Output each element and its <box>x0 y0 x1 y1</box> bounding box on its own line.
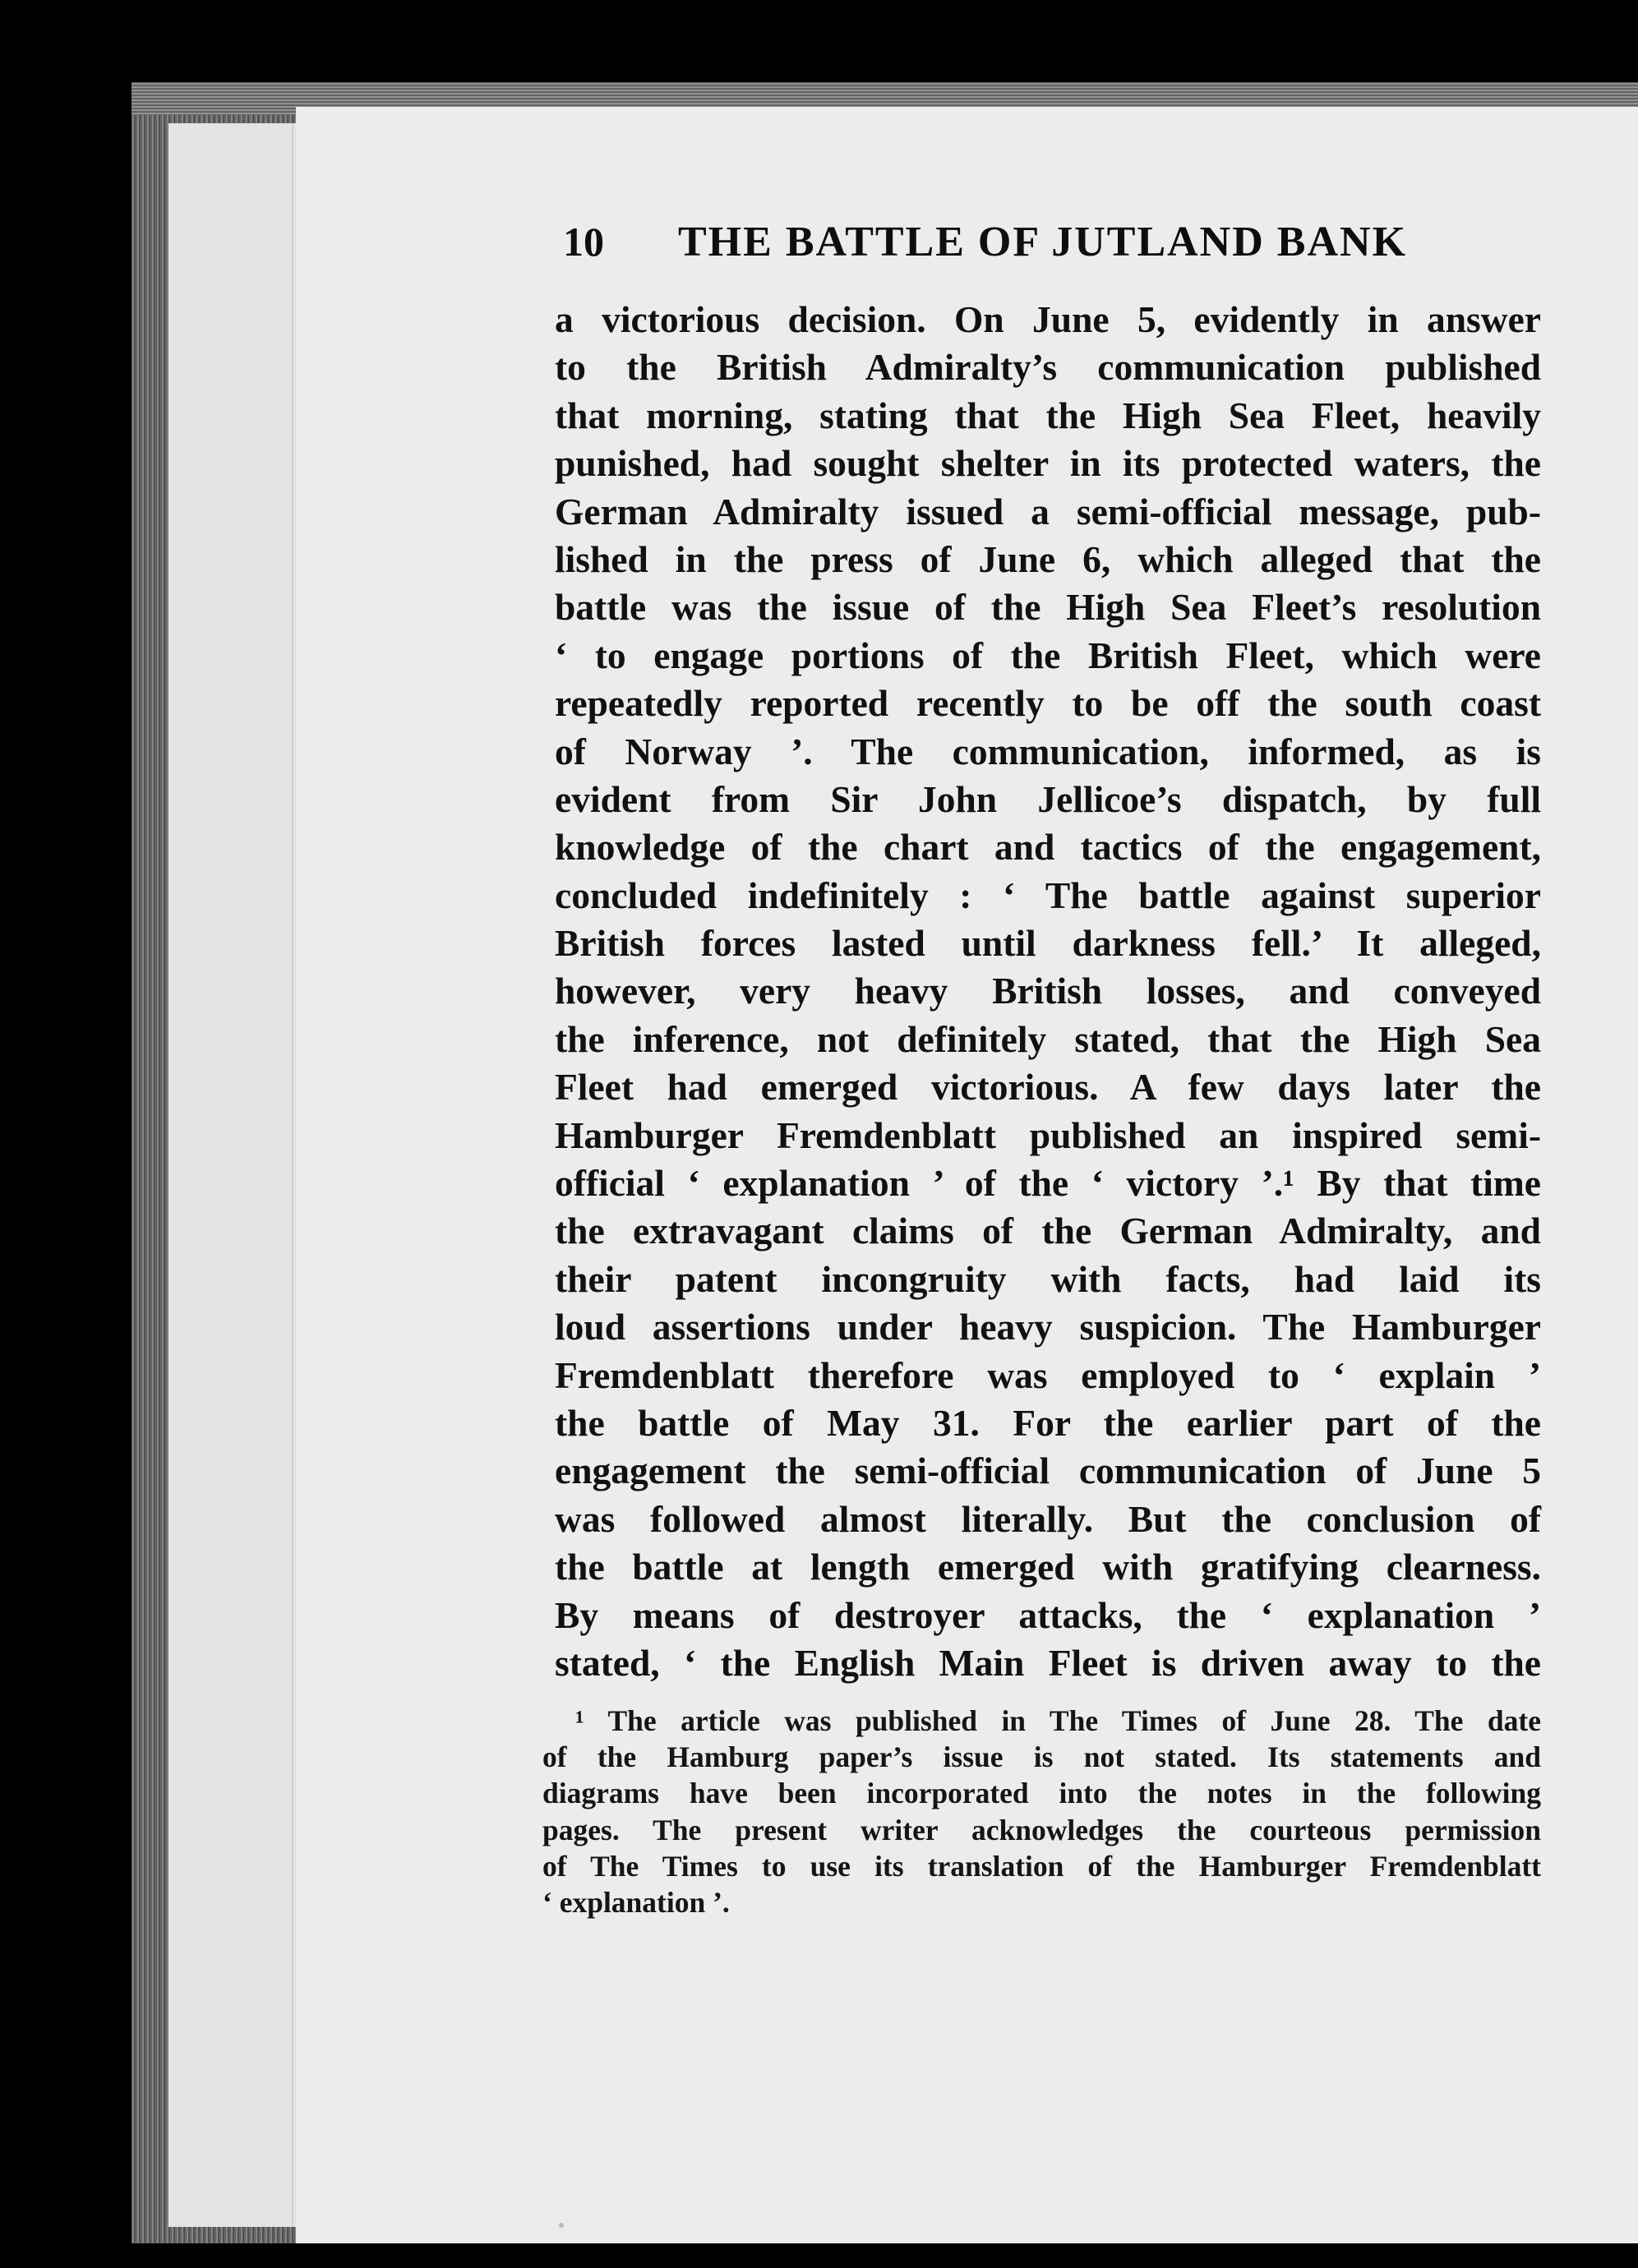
page-gutter <box>292 123 293 2227</box>
body-text <box>555 296 1541 1687</box>
footnote-line: of the Hamburg paper’s issue is not stated. Its statements and <box>542 1740 1541 1774</box>
body-line: ‘ to engage portions of the British Fleet, which were <box>555 634 1541 676</box>
page-number: 10 <box>563 219 604 265</box>
body-line: the inference, not definitely stated, that the High Sea <box>555 1017 1541 1060</box>
body-line: was followed almost literally. But the conclusion of <box>555 1497 1541 1540</box>
footnote-line: ¹ The article was published in The Times of June 28. The date <box>575 1704 1541 1737</box>
body-line: repeatedly reported recently to be off the south coast <box>555 682 1541 725</box>
body-line: lished in the press of June 6, which alleged that the <box>555 537 1541 580</box>
footnote-line: ‘ explanation ’. <box>542 1885 730 1919</box>
body-line: their patent incongruity with facts, had laid its <box>555 1257 1541 1300</box>
body-line: loud assertions under heavy suspicion. The Hamburger <box>555 1306 1541 1348</box>
body-line: to the British Admiralty’s communication published <box>555 346 1541 389</box>
body-line: Fleet had emerged victorious. A few days later the <box>555 1066 1541 1109</box>
body-line: that morning, stating that the High Sea Fleet, heavily <box>555 394 1541 436</box>
body-line: official ‘ explanation ’ of the ‘ victory ’.¹ By that time <box>555 1162 1541 1205</box>
footnote-line: pages. The present writer acknowledges the courteous permission <box>542 1813 1541 1846</box>
body-line: the battle at length emerged with gratifying clearness. <box>555 1546 1541 1588</box>
dust-speck <box>559 2223 564 2228</box>
page-header <box>563 218 1455 266</box>
body-line: Fremdenblatt therefore was employed to ‘ explain ’ <box>555 1353 1541 1396</box>
body-line: a victorious decision. On June 5, evidently in answer <box>555 298 1541 340</box>
body-line: stated, ‘ the English Main Fleet is driven away to the <box>555 1641 1541 1684</box>
body-line: the extravagant claims of the German Admiralty, and <box>555 1210 1541 1252</box>
body-line: By means of destroyer attacks, the ‘ explanation ’ <box>555 1593 1541 1636</box>
footnote-line: of The Times to use its translation of the Hamburger Fremdenblatt <box>542 1849 1541 1883</box>
flyleaf <box>168 123 309 2227</box>
body-line: engagement the semi-official communication of June 5 <box>555 1450 1541 1492</box>
running-title: THE BATTLE OF JUTLAND BANK <box>678 219 1408 265</box>
body-line: concluded indefinitely : ‘ The battle against superior <box>555 874 1541 916</box>
body-line: German Admiralty issued a semi-official message, pub- <box>555 490 1541 532</box>
footnote <box>542 1703 1541 1920</box>
body-line: battle was the issue of the High Sea Fleet’s resolution <box>555 586 1541 629</box>
footnote-line: diagrams have been incorporated into the notes in the following <box>542 1777 1541 1810</box>
body-line: of Norway ’. The communication, informed, as is <box>555 730 1541 772</box>
body-line: knowledge of the chart and tactics of the engagement, <box>555 826 1541 869</box>
body-line: punished, had sought shelter in its protected waters, the <box>555 442 1541 485</box>
body-line: Hamburger Fremdenblatt published an inspired semi- <box>555 1113 1541 1156</box>
body-line: however, very heavy British losses, and conveyed <box>555 970 1541 1012</box>
body-line: the battle of May 31. For the earlier part of the <box>555 1401 1541 1444</box>
body-line: British forces lasted until darkness fell.’ It alleged, <box>555 922 1541 965</box>
body-line: evident from Sir John Jellicoe’s dispatch, by full <box>555 777 1541 820</box>
